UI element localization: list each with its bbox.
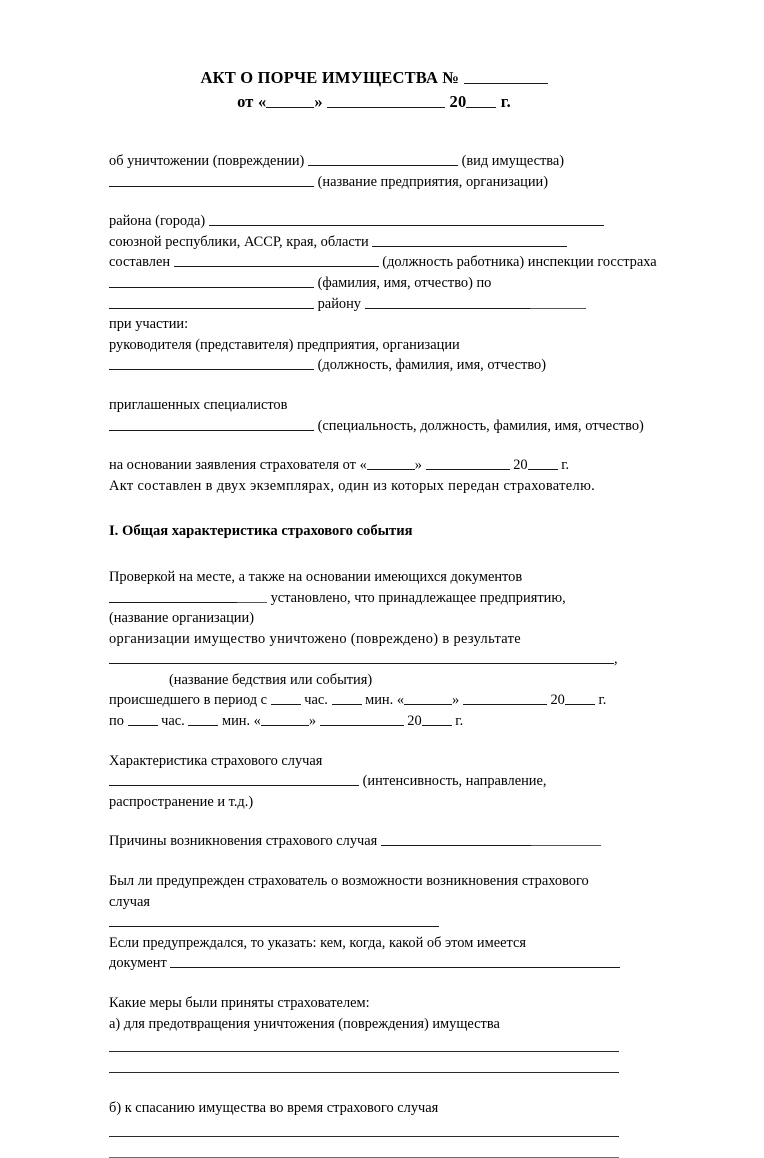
measure-a-label: а) для предотвращения уничтожения (повреждения) имущества	[109, 1015, 500, 1032]
period-to-year-blank[interactable]	[422, 712, 452, 726]
region-blank[interactable]	[109, 295, 314, 309]
period-from-year-suffix: г.	[598, 692, 607, 709]
warned-blank[interactable]	[109, 913, 439, 927]
act-year-blank[interactable]	[466, 94, 496, 108]
property-type-blank[interactable]	[308, 152, 458, 166]
section-1-characteristics-label-line	[109, 751, 619, 772]
period-from-year-prefix: 20	[550, 692, 565, 709]
disaster-name-hint: (название бедствия или события)	[169, 671, 373, 688]
intro-line-application-basis	[109, 455, 619, 476]
period-from-minute-unit: мин. «	[365, 692, 405, 709]
period-to-month-blank[interactable]	[320, 712, 404, 726]
organization-name-hint: (название предприятия, организации)	[317, 173, 549, 190]
section-1-period-from-line	[109, 690, 619, 711]
title-text: АКТ О ПОРЧЕ ИМУЩЕСТВА №	[200, 68, 460, 87]
section-1-measure-b-line	[109, 1098, 619, 1119]
period-to-hour-unit: час.	[161, 713, 185, 730]
document-blank-lead[interactable]	[170, 954, 200, 968]
specialists-label: приглашенных специалистов	[109, 396, 288, 413]
destroyed-result-statement: организации имущество уничтожено (повреждено) в результате	[109, 630, 522, 647]
application-year-blank[interactable]	[528, 456, 558, 470]
section-1-characteristics-hint-line	[109, 792, 619, 813]
check-statement: Проверкой на месте, а также на основании имеющихся документов	[109, 568, 523, 585]
period-from-quote-close: »	[452, 692, 460, 709]
section-1-check-line-4	[109, 629, 619, 650]
inspector-position-hint: (должность работника) инспекции госстраха	[382, 254, 657, 271]
reasons-label: Причины возникновения страхового случая	[109, 833, 378, 850]
section-1-if-warned-label-line	[109, 933, 619, 954]
district-label: района (города)	[109, 213, 206, 230]
section-1-characteristics-blank-line	[109, 771, 619, 792]
section-1-measure-a-line	[109, 1014, 619, 1035]
period-to-hour-blank[interactable]	[128, 712, 158, 726]
copies-statement: Акт составлен в двух экземплярах, один из которых передан страхователю.	[109, 477, 596, 494]
document-blank[interactable]	[200, 954, 620, 968]
document-label: документ	[109, 955, 167, 972]
application-day-blank[interactable]	[367, 456, 415, 470]
inspector-position-blank[interactable]	[174, 253, 379, 267]
section-1-disaster-hint-line	[109, 670, 619, 691]
reasons-blank[interactable]	[381, 832, 531, 846]
intro-line-organization	[109, 172, 619, 193]
intro-line-specialists-name	[109, 416, 644, 437]
act-day-blank[interactable]	[266, 94, 314, 108]
section-1-period-to-line	[109, 711, 619, 732]
title-year-suffix: г.	[500, 92, 511, 111]
period-to-label: по	[109, 713, 124, 730]
period-to-minute-unit: мин. «	[221, 713, 261, 730]
inspector-name-hint: (фамилия, имя, отчество) по	[317, 274, 492, 291]
section-1-check-line-2	[109, 588, 619, 609]
period-to-minute-blank[interactable]	[188, 712, 218, 726]
period-from-label: происшедшего в период с	[109, 692, 268, 709]
section-1-check-line-1	[109, 567, 619, 588]
title-date-prefix: от «	[237, 92, 267, 111]
specialists-name-hint: (специальность, должность, фамилия, имя, отчество)	[317, 417, 644, 434]
title-line-2	[129, 90, 619, 113]
act-month-blank[interactable]	[327, 94, 445, 108]
section-1-measures-label-line	[109, 993, 619, 1014]
manager-name-hint: (должность, фамилия, имя, отчество)	[317, 357, 547, 374]
application-quote-close: »	[414, 457, 422, 474]
section-1-check-line-3	[109, 608, 619, 629]
measure-b-label: б) к спасанию имущества во время страхового случая	[109, 1100, 439, 1117]
intro-line-manager	[109, 335, 619, 356]
measures-label: Какие меры были приняты страхователем:	[109, 995, 370, 1011]
reasons-blank-extra[interactable]	[531, 832, 601, 846]
section-1-warned-blank-line	[109, 912, 619, 933]
measure-a-answer-line-1[interactable]	[109, 1051, 619, 1052]
application-year-suffix: г.	[561, 457, 570, 474]
district-blank[interactable]	[209, 212, 604, 226]
intro-line-specialists-label	[109, 395, 619, 416]
title-date-quote: »	[314, 92, 323, 111]
period-to-day-blank[interactable]	[261, 712, 309, 726]
period-from-hour-blank[interactable]	[271, 691, 301, 705]
region-name-blank[interactable]	[365, 295, 530, 309]
established-org-blank[interactable]	[109, 589, 237, 603]
period-from-month-blank[interactable]	[463, 691, 547, 705]
intro-line-property-type	[109, 151, 619, 172]
section-1-disaster-name-line	[109, 649, 619, 670]
section-1-document-line	[109, 953, 619, 974]
organization-name-blank[interactable]	[109, 173, 314, 187]
characteristics-hint-1: (интенсивность, направление,	[362, 773, 547, 790]
title-year-prefix: 20	[449, 92, 467, 111]
document-title	[129, 66, 619, 113]
period-from-minute-blank[interactable]	[332, 691, 362, 705]
manager-label: руководителя (представителя) предприятия, организации	[109, 336, 460, 353]
region-name-blank-extra[interactable]	[530, 295, 586, 309]
republic-label: союзной республики, АССР, края, области	[109, 233, 369, 250]
intro-line-manager-name	[109, 355, 619, 376]
property-type-hint: (вид имущества)	[461, 153, 565, 169]
section-1-warned-label-line	[109, 871, 619, 912]
intro-line-participants-label	[109, 314, 619, 335]
intro-destroyed-label: об уничтожении (повреждении)	[109, 153, 305, 169]
participants-label: при участии:	[109, 316, 189, 333]
application-year-prefix: 20	[513, 457, 528, 474]
period-to-year-suffix: г.	[455, 713, 464, 730]
characteristics-label: Характеристика страхового случая	[109, 752, 323, 769]
intro-line-compiled-by	[109, 252, 657, 273]
intro-line-district	[109, 211, 619, 232]
specialists-name-blank[interactable]	[109, 417, 314, 431]
manager-name-blank[interactable]	[109, 356, 314, 370]
measure-b-answer-line-1[interactable]	[109, 1136, 619, 1137]
section-1-reasons-line	[109, 831, 619, 852]
period-from-hour-unit: час.	[304, 692, 328, 709]
disaster-name-blank[interactable]	[109, 650, 614, 664]
application-month-blank[interactable]	[426, 456, 510, 470]
characteristics-blank[interactable]	[109, 772, 359, 786]
period-to-year-prefix: 20	[407, 713, 422, 730]
title-line-1	[129, 66, 619, 89]
established-statement: установлено, что принадлежащее предприятию,	[270, 589, 566, 606]
region-label: району	[317, 295, 361, 312]
if-warned-label: Если предупреждался, то указать: кем, когда, какой об этом имеется	[109, 934, 526, 951]
section-1-heading-text: I. Общая характеристика страхового события	[109, 523, 413, 540]
intro-line-inspector-name	[109, 273, 619, 294]
compiled-by-label: составлен	[109, 254, 171, 271]
disaster-name-comma: ,	[614, 651, 618, 668]
section-1-heading	[109, 521, 619, 542]
intro-line-copies	[109, 476, 619, 497]
intro-line-republic	[109, 232, 619, 253]
characteristics-hint-2: распространение и т.д.)	[109, 793, 254, 810]
intro-line-region	[109, 294, 619, 315]
application-basis-label: на основании заявления страхователя от «	[109, 457, 367, 474]
act-number-blank[interactable]	[464, 70, 548, 84]
period-from-day-blank[interactable]	[404, 691, 452, 705]
inspector-name-blank[interactable]	[109, 274, 314, 288]
established-org-blank-extra[interactable]	[237, 589, 267, 603]
period-to-quote-close: »	[308, 713, 317, 730]
warned-label: Был ли предупрежден страхователь о возможности возникновения страхового случая	[109, 873, 589, 910]
republic-blank[interactable]	[372, 233, 567, 247]
document-body	[109, 66, 657, 1158]
period-from-year-blank[interactable]	[565, 691, 595, 705]
org-name-hint: (название организации)	[109, 610, 254, 627]
